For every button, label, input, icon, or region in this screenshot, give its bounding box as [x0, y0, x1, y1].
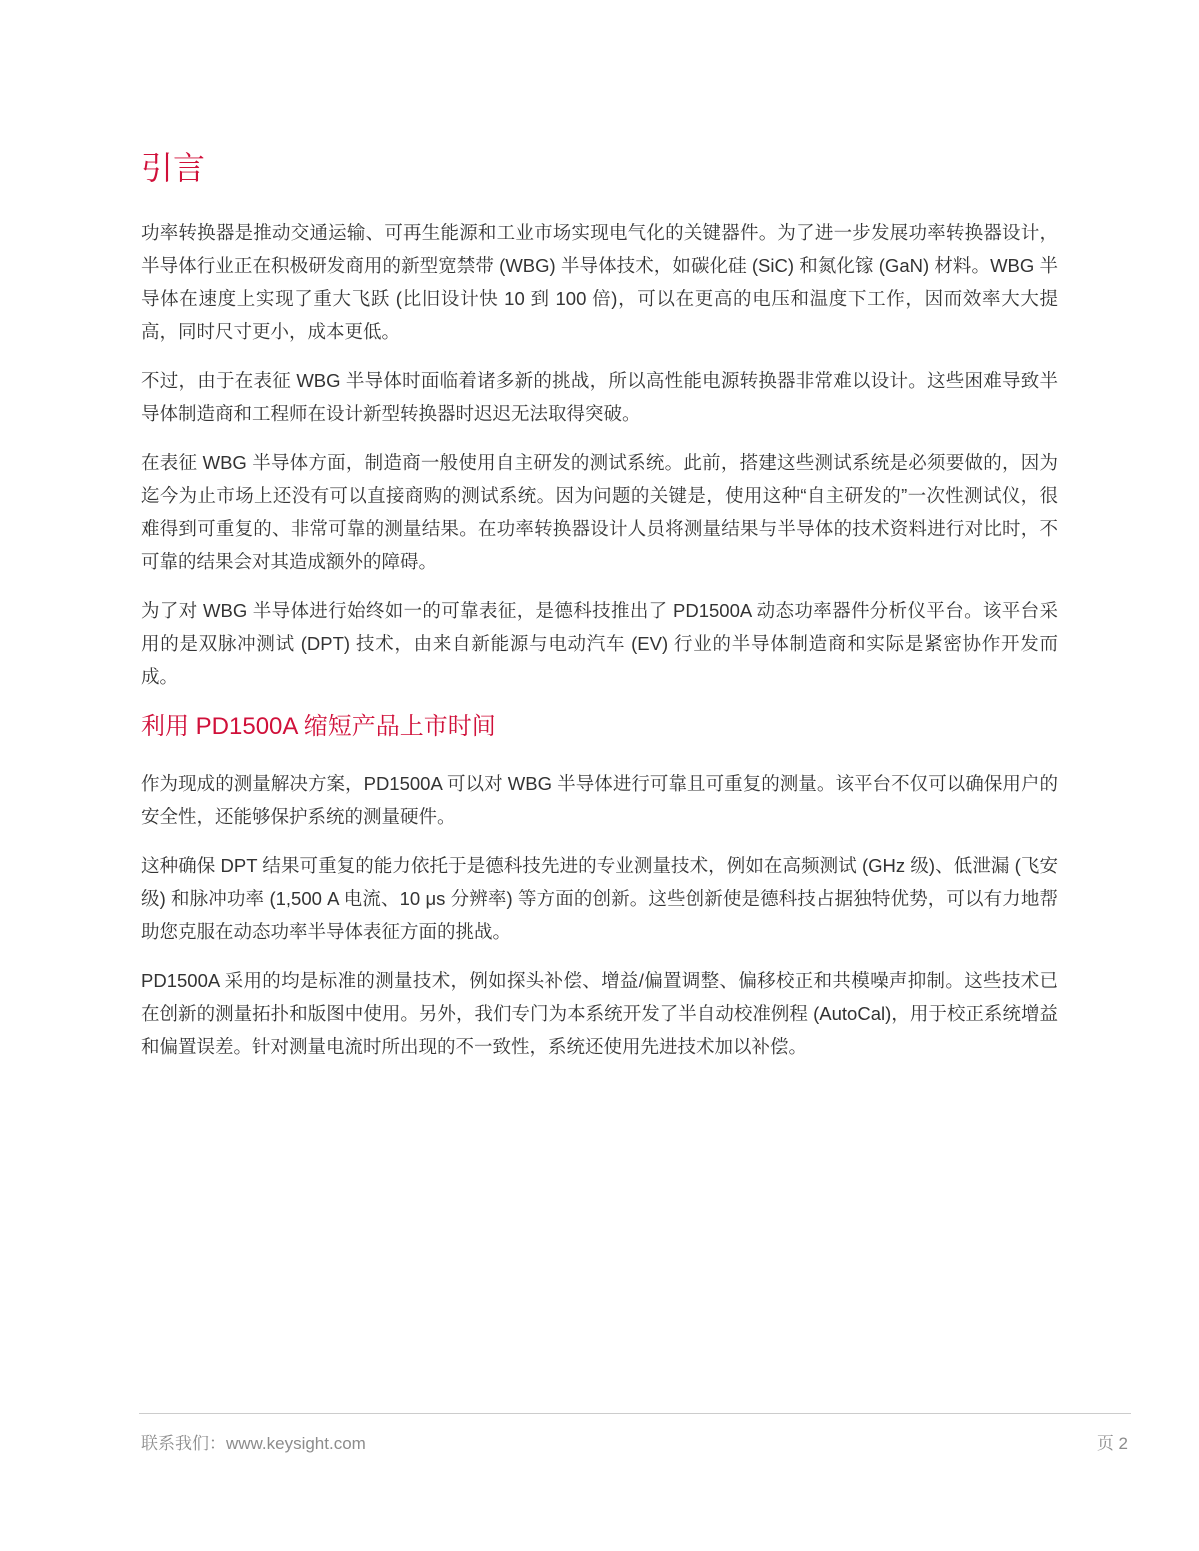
intro-paragraph-3: 在表征 WBG 半导体方面，制造商一般使用自主研发的测试系统。此前，搭建这些测试系统是必须要做的，因为迄今为止市场上还没有可以直接商购的测试系统。因为问题的关键是，使用这种“自主研发的”一次性测试仪，很难得到可重复的、非常可靠的测量结果。在功率转换器设计人员将测量结果与半导体的技术资料进行对比时，不可靠的结果会对其造成额外的障碍。: [141, 452, 1058, 572]
page-content: [141, 148, 1058, 1079]
ttm-paragraph-2: 这种确保 DPT 结果可重复的能力依托于是德科技先进的专业测量技术，例如在高频测试 (GHz 级)、低泄漏 (飞安级) 和脉冲功率 (1,500 A 电流、10 μs 分辨率) 等方面的创新。这些创新使是德科技占据独特优势，可以有力地帮助您克服在动态功率半导体表征方面的挑战。: [141, 855, 1058, 942]
footer-contact[interactable]: 联系我们：www.keysight.com: [141, 1434, 366, 1453]
intro-paragraph-4: 为了对 WBG 半导体进行始终如一的可靠表征，是德科技推出了 PD1500A 动态功率器件分析仪平台。该平台采用的是双脉冲测试 (DPT) 技术，由来自新能源与电动汽车 (EV) 行业的半导体制造商和实际是紧密协作开发而成。: [141, 600, 1058, 687]
intro-paragraph-2: 不过，由于在表征 WBG 半导体时面临着诸多新的挑战，所以高性能电源转换器非常难以设计。这些困难导致半导体制造商和工程师在设计新型转换器时迟迟无法取得突破。: [141, 370, 1058, 424]
ttm-paragraph-1: 作为现成的测量解决方案，PD1500A 可以对 WBG 半导体进行可靠且可重复的测量。该平台不仅可以确保用户的安全性，还能够保护系统的测量硬件。: [141, 773, 1058, 827]
footer-page-number: 页 2: [1096, 1434, 1128, 1453]
footer-divider: [139, 1413, 1131, 1414]
section-title-introduction: 引言: [141, 150, 206, 186]
intro-paragraph-1: 功率转换器是推动交通运输、可再生能源和工业市场实现电气化的关键器件。为了进一步发展功率转换器设计，半导体行业正在积极研发商用的新型宽禁带 (WBG) 半导体技术，如碳化硅 (SiC) 和氮化镓 (GaN) 材料。WBG 半导体在速度上实现了重大飞跃 (比旧设计快 10 到 100 倍)，可以在更高的电压和温度下工作，因而效率大大提高，同时尺寸更小，成本更低。: [141, 222, 1058, 342]
section-title-time-to-market: 利用 PD1500A 缩短产品上市时间: [141, 713, 496, 740]
ttm-paragraph-3: PD1500A 采用的均是标准的测量技术，例如探头补偿、增益/偏置调整、偏移校正和共模噪声抑制。这些技术已在创新的测量拓扑和版图中使用。另外，我们专门为本系统开发了半自动校准例程 (AutoCal)，用于校正系统增益和偏置误差。针对测量电流时所出现的不一致性，系统还使用先进技术加以补偿。: [141, 970, 1058, 1057]
